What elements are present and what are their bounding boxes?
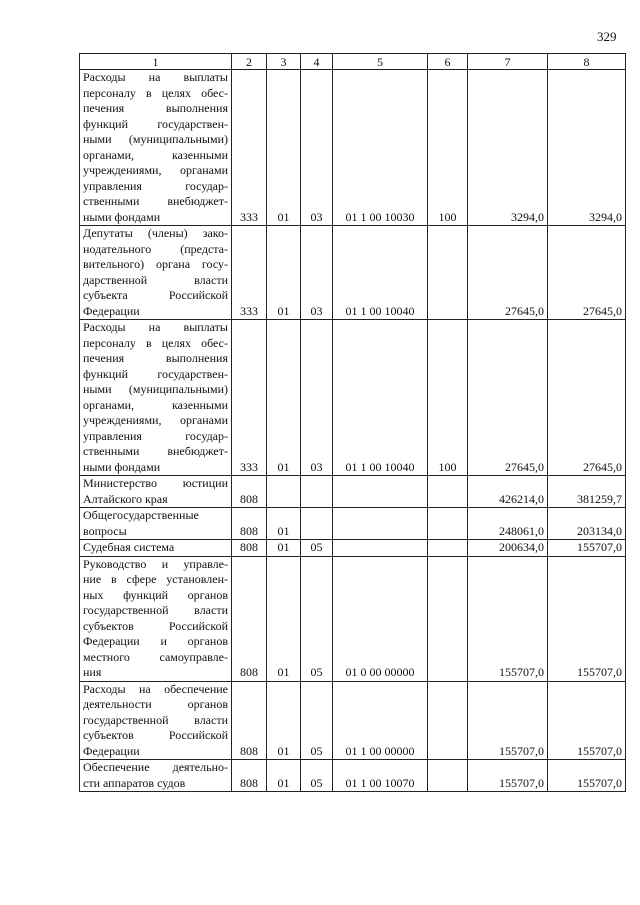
row-name-line: ние в сфере установлен- [83,572,228,586]
table-row [80,556,626,681]
cell-amount-plan: 426214,0 [468,476,548,508]
cell-section [267,476,301,508]
row-name [80,540,232,557]
cell-admin-code: 808 [232,556,267,681]
row-name-line: Министерство юстиции [83,476,228,490]
cell-amount-plan: 3294,0 [468,70,548,226]
header-row [80,54,626,70]
cell-target-article [333,508,428,540]
row-name-line: вительного) органа госу- [83,257,228,271]
cell-admin-code: 808 [232,508,267,540]
row-name-line: функций государствен- [83,116,228,131]
row-name-line: Федерации и органов [83,634,228,648]
row-name-line: ния [83,665,102,679]
row-name-line: ственными внебюджет- [83,194,228,208]
row-name-line: Федерации [83,743,140,758]
cell-admin-code: 808 [232,476,267,508]
cell-amount-plan: 27645,0 [468,226,548,320]
cell-section: 01 [267,681,301,760]
table-row [80,508,626,540]
row-name-line: местного самоуправле- [83,649,228,664]
cell-expense-type [428,760,468,792]
cell-subsection: 03 [301,70,333,226]
cell-amount-actual: 155707,0 [548,681,626,760]
cell-subsection: 03 [301,320,333,476]
cell-amount-actual: 27645,0 [548,226,626,320]
cell-expense-type [428,226,468,320]
cell-expense-type: 100 [428,320,468,476]
table-row [80,760,626,792]
cell-expense-type: 100 [428,70,468,226]
cell-expense-type [428,681,468,760]
row-name-line: субъектов Российской [83,728,228,742]
row-name [80,508,232,540]
cell-section: 01 [267,70,301,226]
row-name-line: учреждениями, органами [83,163,228,177]
cell-amount-actual: 27645,0 [548,320,626,476]
column-header: 4 [301,54,333,70]
row-name [80,556,232,681]
row-name [80,226,232,320]
row-name-line: Расходы на обеспечение [83,681,228,696]
row-name-line: ственными внебюджет- [83,444,228,458]
cell-target-article: 01 1 00 10040 [333,320,428,476]
column-header: 6 [428,54,468,70]
cell-section: 01 [267,556,301,681]
row-name [80,320,232,476]
cell-target-article [333,540,428,557]
cell-subsection [301,476,333,508]
row-name-line: субъектов Российской [83,618,228,633]
cell-section: 01 [267,226,301,320]
table-row [80,681,626,760]
row-name-line: печения выполнения [83,351,228,365]
page-number: 329 [597,29,617,44]
cell-target-article: 01 1 00 10070 [333,760,428,792]
row-name-line: субъекта Российской [83,288,228,302]
cell-section: 01 [267,320,301,476]
cell-subsection: 05 [301,556,333,681]
row-name-line: функций государствен- [83,366,228,381]
cell-amount-plan: 200634,0 [468,540,548,557]
row-name [80,760,232,792]
cell-target-article [333,476,428,508]
row-name-line: Общегосударственные [83,508,199,522]
column-header: 3 [267,54,301,70]
cell-target-article: 01 0 00 00000 [333,556,428,681]
cell-target-article: 01 1 00 10040 [333,226,428,320]
table-row [80,320,626,476]
row-name-line: управления государ- [83,428,228,443]
cell-subsection: 05 [301,540,333,557]
row-name-line: учреждениями, органами [83,413,228,427]
column-header: 1 [80,54,232,70]
row-name-line: ными (муниципальными) [83,382,228,396]
row-name-line: ных функций органов [83,587,228,602]
cell-admin-code: 808 [232,540,267,557]
column-header: 7 [468,54,548,70]
cell-amount-actual: 155707,0 [548,540,626,557]
column-header: 8 [548,54,626,70]
row-name-line: Обеспечение деятельно- [83,760,228,774]
row-name-line: государственной власти [83,603,228,617]
cell-expense-type [428,556,468,681]
cell-section: 01 [267,760,301,792]
row-name [80,681,232,760]
row-name-line: вопросы [83,523,127,538]
row-name-line: сти аппаратов судов [83,775,186,790]
column-header: 2 [232,54,267,70]
row-name-line: ными (муниципальными) [83,132,228,146]
row-name-line: деятельности органов [83,697,228,711]
row-name-line: органами, казенными [83,147,228,162]
row-name-line: Руководство и управле- [83,556,228,571]
cell-section: 01 [267,508,301,540]
row-name-line: Расходы на выплаты [83,320,228,334]
cell-target-article: 01 1 00 00000 [333,681,428,760]
row-name-line: Судебная система [83,540,175,554]
table-row [80,476,626,508]
cell-section: 01 [267,540,301,557]
row-name-line: Алтайского края [83,491,168,506]
cell-amount-plan: 27645,0 [468,320,548,476]
row-name-line: ными фондами [83,459,161,474]
row-name [80,70,232,226]
table-row [80,540,626,557]
cell-amount-actual: 381259,7 [548,476,626,508]
cell-admin-code: 808 [232,760,267,792]
cell-target-article: 01 1 00 10030 [333,70,428,226]
column-header: 5 [333,54,428,70]
cell-admin-code: 333 [232,226,267,320]
row-name-line: персоналу в целях обес- [83,85,228,100]
row-name-line: персоналу в целях обес- [83,335,228,350]
cell-amount-plan: 155707,0 [468,681,548,760]
cell-amount-actual: 155707,0 [548,556,626,681]
row-name [80,476,232,508]
cell-amount-actual: 155707,0 [548,760,626,792]
budget-table [79,53,626,792]
row-name-line: органами, казенными [83,397,228,412]
row-name-line: Расходы на выплаты [83,70,228,84]
cell-amount-plan: 155707,0 [468,556,548,681]
cell-amount-plan: 155707,0 [468,760,548,792]
table-row [80,226,626,320]
cell-admin-code: 333 [232,320,267,476]
row-name-line: управления государ- [83,178,228,193]
cell-expense-type [428,508,468,540]
cell-admin-code: 808 [232,681,267,760]
cell-expense-type [428,540,468,557]
row-name-line: Федерации [83,303,140,318]
cell-expense-type [428,476,468,508]
cell-admin-code: 333 [232,70,267,226]
row-name-line: нодательного (предста- [83,241,228,256]
cell-amount-plan: 248061,0 [468,508,548,540]
cell-subsection: 03 [301,226,333,320]
table-row [80,70,626,226]
cell-subsection [301,508,333,540]
cell-subsection: 05 [301,760,333,792]
row-name-line: дарственной власти [83,272,228,287]
cell-subsection: 05 [301,681,333,760]
row-name-line: государственной власти [83,712,228,727]
cell-amount-actual: 3294,0 [548,70,626,226]
cell-amount-actual: 203134,0 [548,508,626,540]
row-name-line: ными фондами [83,209,161,224]
row-name-line: печения выполнения [83,101,228,115]
row-name-line: Депутаты (члены) зако- [83,226,228,240]
